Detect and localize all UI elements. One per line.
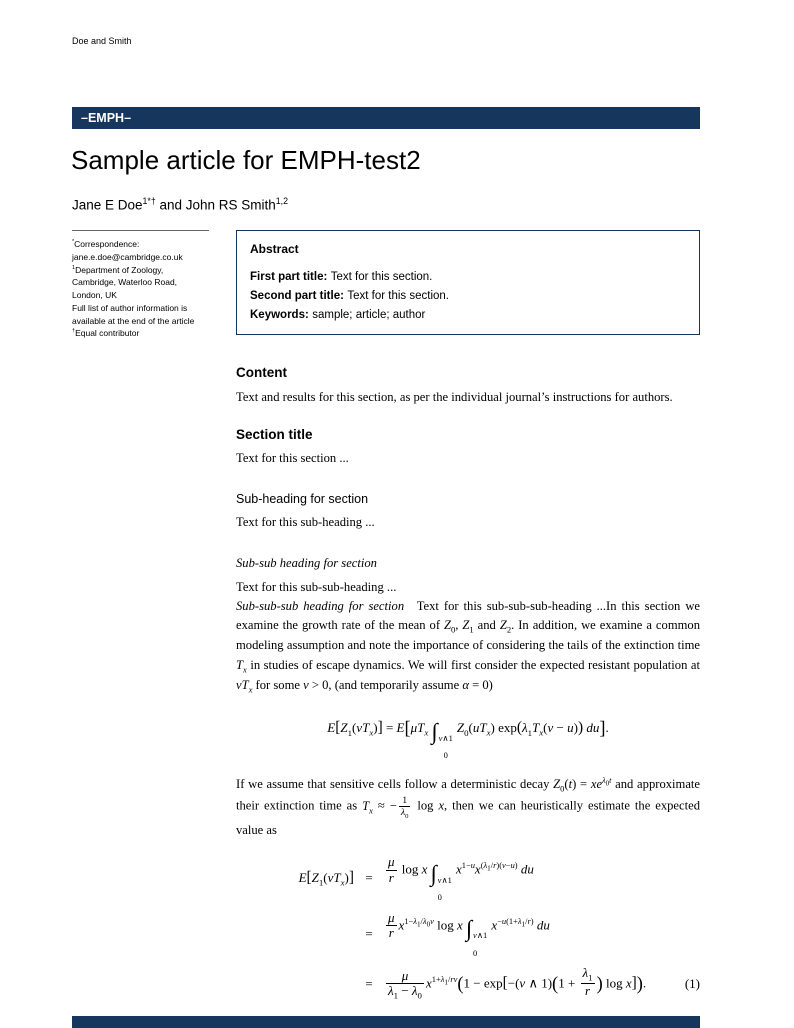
abstract-title: Abstract: [250, 242, 299, 256]
equation-rhs: $\frac{\mu}{\lambda_1 - \lambda_0}$ $x^{1+\lambda_1/rv}(1 - \exp[-(v$ ∧ 1)(1 + $\frac{\lambda_1}{r}$ ) log x]).: [388, 965, 647, 1002]
affiliation-note: $^1$Department of Zoology, Cambridge, Waterloo Road, London, UK: [72, 264, 178, 300]
equation-row: [236, 966, 700, 1002]
author-info-note: Full list of author information is available at the end of the article: [72, 302, 195, 326]
subsub-paragraph: Text for this sub-sub-heading ...: [236, 579, 397, 594]
equation-align-block: [236, 855, 700, 1002]
equation-number: (1): [684, 976, 700, 992]
abstract-line-second-part: [250, 287, 686, 306]
decay-paragraph: If we assume that sensitive cells follow a deterministic decay $Z_0(t) = xe^{\lambda_0t}$ and approximate their extinction time as $T_x$ ≈ − $\frac{1}{\lambda_0}$ log x, then we can heuristically estimate the expected value as: [236, 775, 701, 837]
equation-relation: =: [365, 925, 373, 941]
display-equation-expected-resistant: $E[Z_1(vT_x)] = E[\mu T_x$ ∫ v∧1 0 $Z_0(uT_x) \exp(\lambda_1T_x(v - u))$ du].: [327, 717, 609, 761]
content-paragraph: Text and results for this section, as per the individual journal’s instructions for authors.: [236, 389, 673, 404]
abstract-line-first-part: [250, 268, 686, 287]
footer-bar: [72, 1016, 700, 1028]
equation-relation: =: [365, 976, 373, 992]
equation-row: [236, 855, 700, 902]
abstract-keywords-text: sample; article; author: [312, 308, 426, 321]
abstract-second-part-label: Second part title:: [250, 290, 344, 303]
sub-heading: Sub-heading for section: [236, 492, 369, 507]
equation-relation: =: [365, 870, 373, 886]
correspondence-note: [72, 230, 209, 340]
authors-line: Jane E Doe$^{1*\dagger}$ and John RS Smith$^{1,2}$: [72, 196, 288, 213]
abstract-first-part-text: Text for this section.: [330, 271, 433, 284]
abstract-first-part-label: First part title:: [250, 271, 328, 284]
article-title: Sample article for EMPH-test2: [71, 145, 421, 175]
correspondence-label: *Correspondence:: [72, 239, 140, 249]
subsubsub-paragraph: Sub-sub-sub heading for section Text for this sub-sub-sub-heading ...In this section we examine the growth rate of the mean of $Z_0$, $Z_1$ and $Z_2$. In addition, we examine a common modeling assumption and note the importance of considering the tails of the extinction time $T_x$ in studies of escape dynamics. We will first consider the expected resistant population at $vT_x$ for some v > 0, (and temporarily assume α = 0): [236, 598, 701, 695]
running-head: Doe and Smith: [72, 36, 132, 46]
equation-lhs: $E[Z_1(vT_x)]$: [298, 869, 354, 888]
equation-rhs: $\frac{\mu}{r}$ $x^{1-\lambda_1/\lambda_0v}$ log x ∫ v∧1 0 $x^{-u(1+\lambda_1/r)}$ du: [388, 909, 550, 958]
abstract-keywords-label: Keywords:: [250, 308, 309, 321]
equation-row: [236, 911, 700, 958]
sub-paragraph: Text for this sub-heading ...: [236, 515, 375, 530]
abstract-second-part-text: Text for this section.: [347, 290, 449, 303]
equal-contributor-note: †Equal contributor: [72, 328, 140, 339]
abstract-box: [236, 230, 700, 335]
section-heading: Section title: [236, 426, 313, 442]
subsub-heading: Sub-sub heading for section: [236, 556, 377, 571]
section-paragraph: Text for this section ...: [236, 451, 349, 466]
equation-rhs: $\frac{\mu}{r}$ log x ∫ v∧1 0 $x^{1-u}x^{(\lambda_1/r)(v-u)}$ du: [388, 854, 534, 902]
content-heading: Content: [236, 365, 287, 380]
main-content: [236, 363, 700, 1011]
abstract-line-keywords: [250, 306, 686, 325]
banner-label: –EMPH–: [81, 111, 132, 125]
journal-banner: [72, 107, 700, 129]
correspondence-email[interactable]: jane.e.doe@cambridge.co.uk: [72, 251, 183, 262]
